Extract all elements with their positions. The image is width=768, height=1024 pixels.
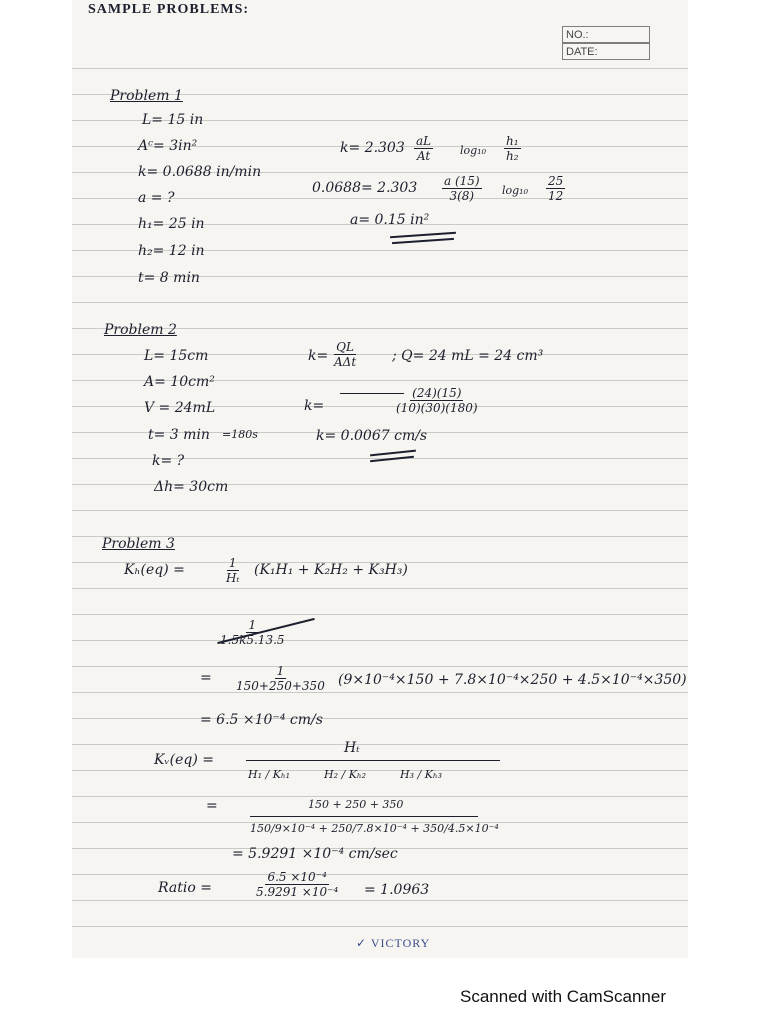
fraction-denominator: 1.5k5.13.5	[220, 633, 285, 647]
problem2-formula-prefix: k=	[308, 348, 329, 364]
equals-sign: =	[206, 798, 218, 814]
answer-underline	[370, 456, 414, 463]
fraction-numerator: 1	[276, 664, 285, 678]
problem3-ratio-fraction	[256, 870, 338, 899]
page-rule	[72, 302, 688, 303]
fraction-denominator: h₂	[506, 149, 519, 163]
page-rule	[72, 666, 688, 667]
notebook-page	[72, 0, 688, 958]
equals-sign: =	[200, 670, 212, 686]
page-rule	[72, 770, 688, 771]
problem3-ratio-label: Ratio =	[158, 880, 212, 896]
page-rule	[72, 926, 688, 927]
problem1-substitution-log: log₁₀	[502, 184, 529, 197]
fraction-denominator: AΔt	[334, 355, 357, 369]
fraction-denominator: 150+250+350	[236, 679, 325, 693]
problem2-flow-volume: ; Q= 24 mL = 24 cm³	[392, 348, 544, 364]
problem2-given: A= 10cm²	[144, 374, 215, 390]
problem2-formula-fraction	[334, 340, 356, 369]
problem2-given: k= ?	[152, 453, 185, 469]
problem1-substitution-prefix: 0.0688= 2.303	[312, 180, 418, 196]
problem3-kv-result: = 5.9291 ×10⁻⁴ cm/sec	[232, 846, 398, 862]
fraction-numerator: (24)(15)	[412, 386, 462, 400]
page-rule	[72, 614, 688, 615]
page-rule	[72, 640, 688, 641]
fraction-denominator: 5.9291 ×10⁻⁴	[256, 885, 339, 899]
problem3-kv-denominator-term: H₂ / Kₕ₂	[324, 768, 367, 781]
fraction-numerator: aL	[416, 134, 432, 148]
page-rule	[72, 744, 688, 745]
problem3-kh-result: = 6.5 ×10⁻⁴ cm/s	[200, 712, 323, 728]
problem2-substitution-fraction	[396, 386, 478, 415]
problem3-kv-denominator-term: H₃ / Kₕ₃	[400, 768, 443, 781]
problem1-given: k= 0.0688 in/min	[138, 164, 262, 180]
problem1-given: t= 8 min	[138, 270, 200, 286]
fraction-denominator: At	[416, 149, 431, 163]
fraction-numerator: 25	[548, 174, 564, 188]
problem1-given: L= 15 in	[142, 112, 204, 128]
answer-underline	[392, 238, 454, 244]
brand-logo-icon: ✓	[356, 936, 368, 950]
fraction-numerator: QL	[336, 340, 354, 354]
problem3-kv-denominator-term: H₁ / Kₕ₁	[248, 768, 291, 781]
fraction-denominator: (10)(30)(180)	[396, 401, 478, 415]
problem3-title: Problem 3	[102, 536, 175, 552]
problem1-given: Aᶜ= 3in²	[138, 138, 198, 154]
page-rule	[72, 874, 688, 875]
problem2-given: L= 15cm	[144, 348, 209, 364]
problem1-formula-fraction	[414, 134, 433, 163]
problem3-kh-fraction	[226, 556, 239, 585]
problem1-given: a = ?	[138, 190, 175, 206]
scanner-watermark: Scanned with CamScanner	[460, 987, 667, 1006]
problem3-kv-sub-denominator: 150/9×10⁻⁴ + 250/7.8×10⁻⁴ + 350/4.5×10⁻⁴	[250, 822, 499, 835]
page-rule	[72, 796, 688, 797]
problem2-given: Δh= 30cm	[154, 479, 229, 495]
problem3-kh-label: Kₕ(eq) =	[124, 562, 185, 578]
fraction-numerator: h₁	[506, 134, 519, 148]
brand-logo	[356, 936, 430, 951]
problem1-formula-log-fraction	[504, 134, 521, 163]
no-field: NO.:	[562, 26, 650, 43]
page-rule	[72, 718, 688, 719]
problem3-kv-label: Kᵥ(eq) =	[154, 752, 215, 768]
fraction-bar	[246, 760, 500, 761]
problem3-substitution-expression: (9×10⁻⁴×150 + 7.8×10⁻⁴×250 + 4.5×10⁻⁴×350)	[338, 672, 687, 688]
problem1-substitution-fraction	[442, 174, 482, 203]
problem2-title: Problem 2	[104, 322, 177, 338]
problem3-kv-sub-numerator: 150 + 250 + 350	[308, 798, 404, 811]
page-rule	[72, 588, 688, 589]
problem3-kv-numerator: Hₜ	[344, 740, 360, 756]
problem2-given: t= 3 min	[148, 427, 210, 443]
fraction-numerator: 6.5 ×10⁻⁴	[267, 870, 327, 884]
page-rule	[72, 510, 688, 511]
fraction-denominator: Hₜ	[226, 571, 240, 585]
fraction-denominator: 12	[548, 189, 564, 203]
problem1-given: h₁= 25 in	[138, 216, 205, 232]
problem3-ratio-result: = 1.0963	[364, 882, 430, 898]
fraction-numerator: a (15)	[444, 174, 480, 188]
problem3-kh-expression: (K₁H₁ + K₂H₂ + K₃H₃)	[254, 562, 408, 578]
problem3-substitution-fraction	[236, 664, 325, 693]
answer-underline	[390, 232, 456, 239]
problem1-formula-log: log₁₀	[460, 144, 487, 157]
strikethrough-mark	[340, 393, 404, 394]
page-rule	[72, 692, 688, 693]
problem1-title: Problem 1	[110, 88, 183, 104]
problem2-answer: k= 0.0067 cm/s	[316, 428, 428, 444]
fraction-numerator: 1	[228, 556, 237, 570]
brand-logo-text: VICTORY	[370, 936, 431, 950]
fraction-bar	[250, 816, 478, 817]
page-title: SAMPLE PROBLEMS:	[88, 2, 250, 17]
problem2-substitution-prefix: k=	[304, 398, 325, 414]
problem1-answer: a= 0.15 in²	[350, 212, 430, 228]
fraction-denominator: 3(8)	[449, 189, 475, 203]
problem1-given: h₂= 12 in	[138, 243, 205, 259]
date-field: DATE:	[562, 43, 650, 60]
problem2-given: V = 24mL	[144, 400, 216, 416]
problem2-time-seconds: =180s	[222, 428, 258, 441]
problem1-substitution-log-fraction	[546, 174, 565, 203]
fraction-numerator: 1	[248, 618, 257, 632]
problem1-formula-prefix: k= 2.303	[340, 140, 405, 156]
page-rule	[72, 900, 688, 901]
page-rule	[72, 68, 688, 69]
